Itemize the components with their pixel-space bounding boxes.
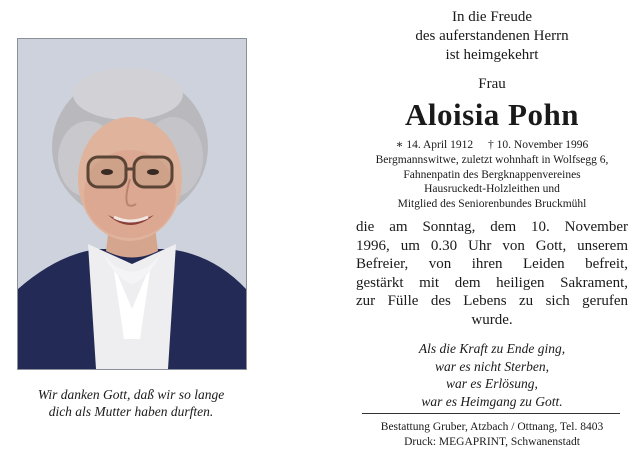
poem-line: war es Erlösung,	[446, 376, 538, 391]
left-caption-line: dich als Mutter haben durften.	[48, 404, 214, 419]
poem-line: war es Heimgang zu Gott.	[421, 393, 563, 409]
main-text-line: wurde.	[471, 311, 513, 328]
intro-line: ist heimgekehrt	[445, 47, 539, 63]
footer	[356, 420, 628, 450]
poem-line: war es nicht Sterben,	[435, 358, 549, 374]
left-caption-line: Wir danken Gott, daß wir so lange	[37, 387, 225, 402]
life-dates	[356, 138, 628, 152]
salutation: Frau	[478, 76, 506, 92]
main-text-line: zur Fülle des Lebens zu sich gerufen	[356, 293, 628, 309]
bio-line: Fahnenpatin des Bergknappenvereines	[403, 168, 581, 181]
bio-line: Bergmannswitwe, zuletzt wohnhaft in Wolfsegg 6,	[375, 154, 609, 166]
footer-printer: Druck: MEGAPRINT, Schwanenstadt	[404, 436, 580, 448]
bio-line: Hausruckedt-Holzleithen und	[424, 183, 560, 195]
birth-date: ∗ 14. April 1912	[395, 139, 474, 151]
main-text-line: Befreier, von ihren Leiden befreit,	[356, 256, 628, 272]
divider	[362, 413, 620, 414]
main-text-line: gestärkt mit dem heiligen Sakrament,	[356, 274, 628, 291]
death-date: † 10. November 1996	[488, 139, 589, 151]
obituary-text	[356, 8, 628, 410]
footer-funeral-home: Bestattung Gruber, Atzbach / Ottnang, Tel. 8403	[380, 421, 604, 433]
intro	[356, 8, 628, 65]
intro-line: In die Freude	[452, 9, 532, 25]
deceased-name: Aloisia Pohn	[405, 97, 579, 132]
portrait-photo	[17, 38, 247, 370]
poem-line: Als die Kraft zu Ende ging,	[418, 341, 566, 356]
main-text	[356, 218, 628, 329]
bio-line: Mitglied des Seniorenbundes Bruckmühl	[397, 197, 587, 210]
poem	[356, 340, 628, 410]
left-caption	[17, 386, 245, 420]
biography	[356, 153, 628, 211]
main-text-line: 1996, um 0.30 Uhr von Gott, unserem	[356, 237, 628, 254]
main-text-line: die am Sonntag, dem 10. November	[356, 219, 628, 235]
intro-line: des auferstandenen Herrn	[415, 28, 569, 44]
portrait-illustration	[18, 39, 246, 369]
